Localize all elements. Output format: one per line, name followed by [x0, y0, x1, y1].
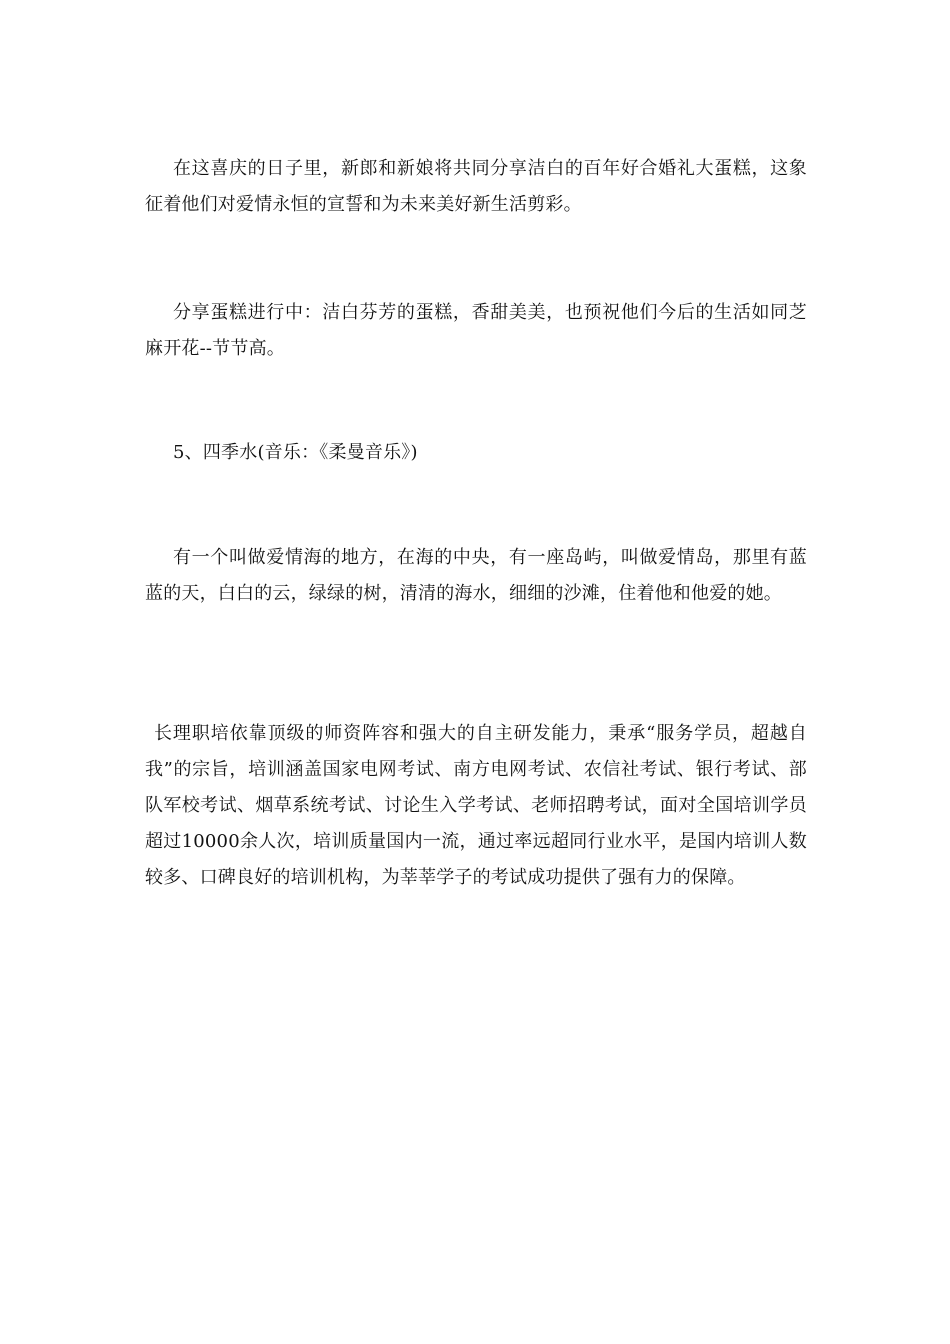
- paragraph-love-island: 有一个叫做爱情海的地方，在海的中央，有一座岛屿，叫做爱情岛，那里有蓝蓝的天，白白的云，绿绿的树，清清的海水，细细的沙滩，住着他和他爱的她。: [145, 547, 807, 604]
- paragraph-training-advertisement: 长理职培依靠顶级的师资阵容和强大的自主研发能力，秉承“服务学员，超越自我”的宗旨，培训涵盖国家电网考试、南方电网考试、农信社考试、银行考试、部队军校考试、烟草系统考试、讨论生入学考试、老师招聘考试，面对全国培训学员超过10000余人次，培训质量国内一流，通过率远超同行业水平，是国内培训人数较多、口碑良好的培训机构，为莘莘学子的考试成功提供了强有力的保障。: [145, 723, 807, 888]
- section-heading-four-seasons-water: 5、四季水(音乐：《柔曼音乐》): [173, 442, 418, 463]
- paragraph-cake-sharing: 分享蛋糕进行中：洁白芬芳的蛋糕，香甜美美，也预祝他们今后的生活如同芝麻开花--节节高。: [145, 302, 807, 359]
- paragraph-cake-ceremony: 在这喜庆的日子里，新郎和新娘将共同分享洁白的百年好合婚礼大蛋糕，这象征着他们对爱情永恒的宣誓和为未来美好新生活剪彩。: [145, 158, 807, 215]
